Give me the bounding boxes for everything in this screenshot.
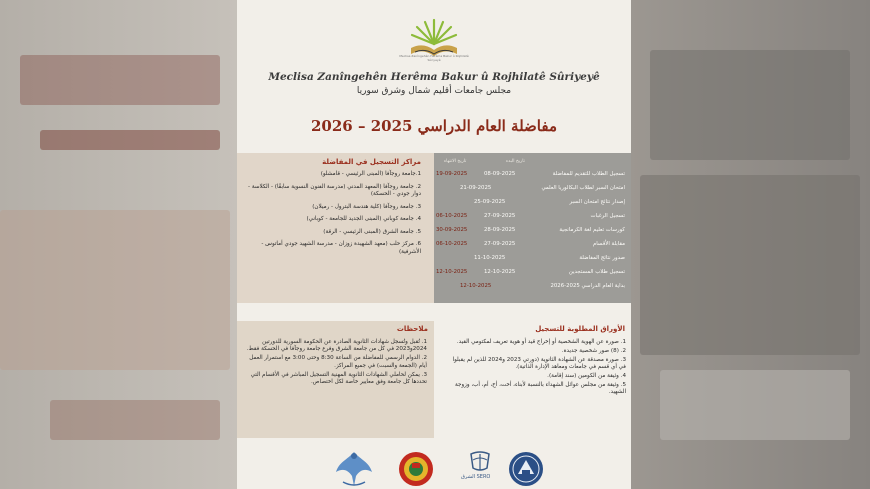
sero-university-logo-icon: [459, 446, 501, 488]
schedule-row: [434, 227, 631, 237]
document-item: 4. وثيقة من الكومين (سند إقامة).: [547, 373, 626, 380]
schedule-to: 25-09-2025: [474, 199, 506, 205]
schedule-label: صدور نتائج المفاضلة: [579, 255, 625, 261]
schedule-col-from: تاريخ البدء: [506, 159, 525, 164]
notes-list: [245, 339, 427, 388]
winged-figure-logo-icon: [333, 446, 375, 488]
center-item: 2. جامعة روجآفا (المعهد المدني (مدرسة الفنون النسوية سابقًا) - الكلاسة - دوار جودي - الحسكة): [248, 183, 421, 197]
schedule-label: تسجيل الطلاب للتقديم للمفاضلة: [552, 171, 625, 177]
schedule-from: 28-09-2025: [484, 227, 516, 233]
background-right-blur: [630, 0, 870, 489]
schedule-from: 27-09-2025: [484, 213, 516, 219]
document-item: 1. صورة عن الهوية الشخصية أو إخراج قيد أو هوية تعريف لمكتومي القيد.: [456, 339, 626, 345]
poster: [237, 0, 631, 489]
schedule-label: تسجيل الرغبات: [590, 213, 625, 219]
blur-block: [20, 55, 220, 105]
center-item: 3. جامعة روجآفا (كلية هندسة البترول - رميلان): [312, 203, 421, 210]
note-item: 1. تُقبل وتُسجل شهادات الثانوية الصادرة عن الحكومة السورية للدورتين 2024و2023 في كل من جامعة الشرق وفرع جامعة روجآفا في الحسكة فقط.: [246, 339, 427, 353]
schedule-label: تسجيل طلاب المستجدين: [568, 269, 625, 275]
schedule-label: كورسات تعليم لغة الكرمانجية: [559, 227, 625, 233]
schedule-from: 12-10-2025: [484, 269, 516, 275]
required-documents-heading: الأوراق المطلوبة للتسجيل: [535, 325, 625, 333]
registration-centers-list: [245, 171, 421, 261]
admission-year-title: مفاضلة العام الدراسي 2025 – 2026: [311, 117, 557, 135]
document-item: 5. وثيقة من مجلس عوائل الشهداء بالنسبة لأبناء، أخت، أخ، أم، أب، وزوجة الشهيد.: [454, 382, 626, 396]
center-item: 1.جامعة روجآفا (المبنى الرئيسي - قامشلو): [320, 171, 421, 177]
document-item: 2. (8) صور شخصية جديدة.: [561, 347, 626, 354]
schedule-to: 12-10-2025: [460, 283, 492, 289]
required-documents-panel: [442, 321, 631, 438]
schedule-row: [434, 213, 631, 223]
blur-block: [650, 50, 850, 160]
schedule-to: 19-09-2025: [436, 171, 468, 177]
document-item: 3. صورة مصدقة عن الشهادة الثانوية (دورتي 2023 و2024 للذين لم يقبلوا في أي قسم في جامعات ومعاهد الإدارة الذاتية).: [452, 356, 626, 371]
blur-block: [640, 175, 860, 355]
council-title-arabic: مجلس جامعات أقليم شمال وشرق سوريا: [356, 86, 512, 96]
center-item: 5. جامعة الشرق (المبنى الرئيسي - الرقة): [323, 228, 421, 235]
schedule-row: [434, 171, 631, 181]
schedule-to: 30-09-2025: [436, 227, 468, 233]
registration-centers-panel: [237, 153, 434, 303]
center-item: 6. مركز حلب (معهد الشهيدة زوزان - مدرسة الشهيد جودي أماتوس - الأشرفية): [261, 241, 421, 255]
schedule-col-to: تاريخ الانتهاء: [444, 159, 467, 164]
note-item: 3. يمكن لحاملي الشهادات الثانوية المهنية التسجيل المباشر في الأقسام التي تحددها كل جامعة وفق معايير خاصة لكل اختصاص.: [250, 371, 427, 386]
blur-block: [660, 370, 850, 440]
schedule-label: بداية العام الدراسي 2025-2026: [550, 283, 625, 289]
schedule-to: 21-09-2025: [460, 185, 492, 191]
schedule-from: 27-09-2025: [484, 241, 516, 247]
note-item: 2. الدوام الرسمي للمفاضلة من الساعة 8:30 وحتى 3:00 مع استمرار العمل أيام (الجمعة والسبت) في جميع المراكز.: [249, 355, 427, 369]
schedule-label: إصدار نتائج امتحان السبر: [569, 199, 625, 205]
footer-logos: [237, 440, 631, 489]
registration-centers-heading: مراكز التسجيل في المفاضلة: [322, 158, 421, 166]
kobani-university-logo-icon: [505, 446, 547, 488]
schedule-row: [434, 199, 631, 209]
schedule-label: مقابلة الأقسام: [592, 241, 625, 247]
schedule-row: [434, 269, 631, 279]
background-left-blur: [0, 0, 238, 489]
notes-panel: [237, 321, 434, 438]
round-emblem-logo-icon: [395, 446, 437, 488]
required-documents-list: [446, 339, 626, 398]
blur-block: [0, 210, 230, 370]
notes-heading: ملاحظات: [396, 325, 428, 333]
blur-block: [50, 400, 220, 440]
sero-logo-text: الشرق SERO: [461, 474, 491, 480]
schedule-row: [434, 283, 631, 293]
schedule-panel: [434, 153, 631, 303]
schedule-to: 06-10-2025: [436, 241, 468, 247]
blur-block: [40, 130, 220, 150]
schedule-row: [434, 241, 631, 251]
schedule-row: [434, 255, 631, 265]
center-item: 4. جامعة كوباني (المبنى الجديد للجامعة - كوباني): [306, 216, 421, 222]
council-title-latin: Meclisa Zanîngehên Herêma Bakur û Rojhilatê Sûriyeyê: [268, 71, 600, 83]
schedule-to: 11-10-2025: [474, 255, 506, 261]
logo-caption: Meclisa Zanîngehên Herêma Bakur û Rojhilatê Sûriyeyê: [399, 54, 469, 62]
schedule-row: [434, 185, 631, 195]
schedule-to: 06-10-2025: [436, 213, 468, 219]
schedule-label: امتحان السبر لطلاب البكالوريا العلمي: [541, 185, 625, 191]
schedule-from: 08-09-2025: [484, 171, 516, 177]
schedule-to: 12-10-2025: [436, 269, 468, 275]
